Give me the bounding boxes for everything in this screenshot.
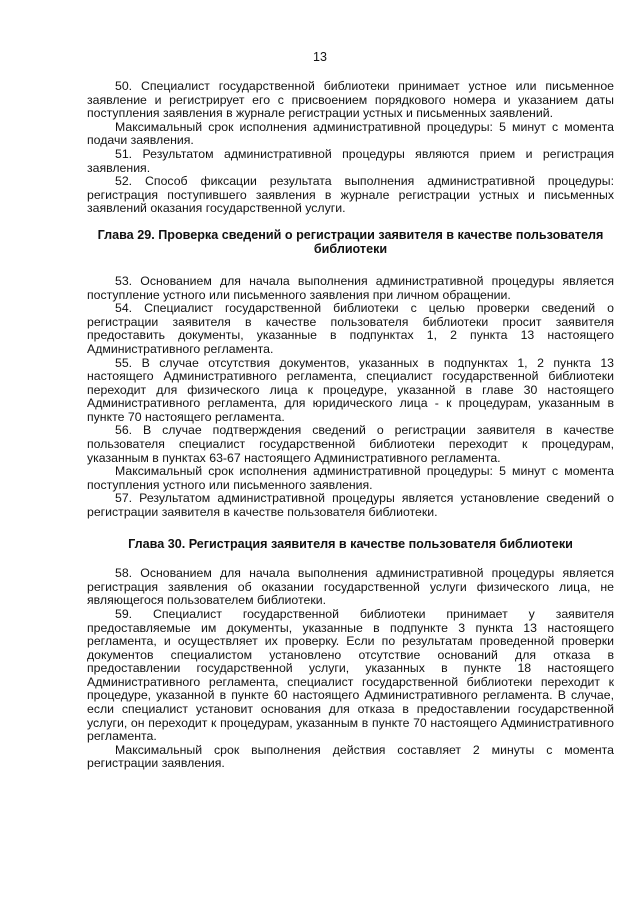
paragraph-56: 56. В случае подтверждения сведений о регистрации заявителя в качестве пользователя специалист государственной библиотеки переходит к процедурам, указанным в пунктах 63-67 настоящего Административного регламента.	[87, 423, 614, 465]
chapter-30-heading: Глава 30. Регистрация заявителя в качестве пользователя библиотеки	[128, 536, 573, 551]
paragraph-54: 54. Специалист государственной библиотеки с целью проверки сведений о регистрации заявителя в качестве пользователя библиотеки просит заявителя предоставить документы, указанные в подпунктах 1, 2 пункта 13 настоящего Административного регламента.	[87, 301, 614, 356]
paragraph-50-deadline: Максимальный срок исполнения административной процедуры: 5 минут с момента подачи заявления.	[87, 119, 614, 148]
paragraph-58: 58. Основанием для начала выполнения административной процедуры является регистрация заявления об оказании государственной услуги физического лица, не являющегося пользователем библиотеки.	[87, 566, 614, 608]
document-body	[87, 80, 614, 771]
paragraph-51: 51. Результатом административной процедуры являются прием и регистрация заявления.	[87, 146, 614, 175]
paragraph-55: 55. В случае отсутствия документов, указанных в подпунктах 1, 2 пункта 13 настоящего Административного регламента, специалист государственной библиотеки переходит для физического лица к процедуре, указанной в главе 30 настоящего Административного регламента, для юридического лица - к процедурам, указанным в пункте 70 настоящего регламента.	[87, 355, 614, 424]
paragraph-57: 57. Результатом административной процедуры является установление сведений о регистрации заявителя в качестве пользователя библиотеки.	[87, 491, 614, 520]
paragraph-52: 52. Способ фиксации результата выполнения административной процедуры: регистрация поступившего заявления в журнале регистрации устных и письменных заявлений оказания государственной услуги.	[87, 174, 614, 216]
chapter-29-heading: Глава 29. Проверка сведений о регистрации заявителя в качестве пользователя библиотеки	[97, 227, 604, 257]
paragraph-59-deadline: Максимальный срок выполнения действия составляет 2 минуты с момента регистрации заявления.	[87, 742, 614, 771]
paragraph-50: 50. Специалист государственной библиотеки принимает устное или письменное заявление и регистрирует его с присвоением порядкового номера и указанием даты поступления заявления в журнале регистрации устных и письменных заявлений.	[87, 79, 614, 121]
paragraph-56-deadline: Максимальный срок исполнения административной процедуры: 5 минут с момента поступления устного или письменного заявления.	[87, 464, 614, 492]
paragraph-59: 59. Специалист государственной библиотеки принимает у заявителя предоставляемые им документы, указанные в подпункте 3 пункта 13 настоящего регламента, и осуществляет их проверку. Если по результатам проведенной проверки документов специалистом установлено отсутствие оснований для отказа в предоставлении государственной услуги, указанных в пункте 18 настоящего Административного регламента, специалист государственной библиотеки переходит к процедуре, указанной в пункте 60 настоящего Административного регламента. В случае, если специалист установит основания для отказа в предоставлении государственной услуги, он переходит к процедурам, указанным в пункте 70 настоящего Административного регламента.	[87, 606, 614, 744]
paragraph-53: 53. Основанием для начала выполнения административной процедуры является поступление устного или письменного заявления при личном обращении.	[87, 273, 614, 302]
page-number: 13	[313, 50, 327, 64]
